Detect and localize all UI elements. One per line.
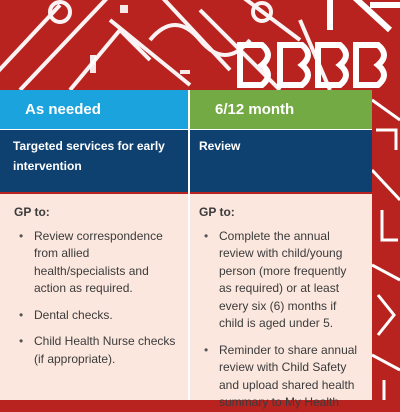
care-schedule-table <box>0 90 372 409</box>
task-list <box>199 228 362 412</box>
column-body <box>190 194 372 409</box>
decorative-banner <box>0 0 400 90</box>
decorative-side-pattern <box>372 90 400 400</box>
column-subheader: Targeted services for early intervention <box>0 129 188 192</box>
column-body <box>0 194 188 400</box>
task-list <box>14 228 178 369</box>
list-item: • Dental checks. <box>34 307 178 325</box>
column-as-needed <box>0 90 188 400</box>
decorative-side-icon <box>372 90 400 400</box>
column-subheader: Review <box>190 129 372 192</box>
decorative-pattern-icon <box>0 0 400 90</box>
column-lead: GP to: <box>199 205 235 219</box>
column-6-12-month <box>190 90 372 409</box>
column-header: As needed <box>0 90 188 129</box>
list-item: • Reminder to share annual review with Child Safety and upload shared health summary to My Health <box>219 342 362 412</box>
column-lead: GP to: <box>14 205 50 219</box>
list-item: • Review correspondence from allied health/specialists and action as required. <box>34 228 178 298</box>
list-item: • Complete the annual review with child/young person (more frequently as required) or at least every six (6) months if child is aged under 5. <box>219 228 362 333</box>
column-header: 6/12 month <box>190 90 372 129</box>
list-item: • Child Health Nurse checks (if appropriate). <box>34 333 178 368</box>
